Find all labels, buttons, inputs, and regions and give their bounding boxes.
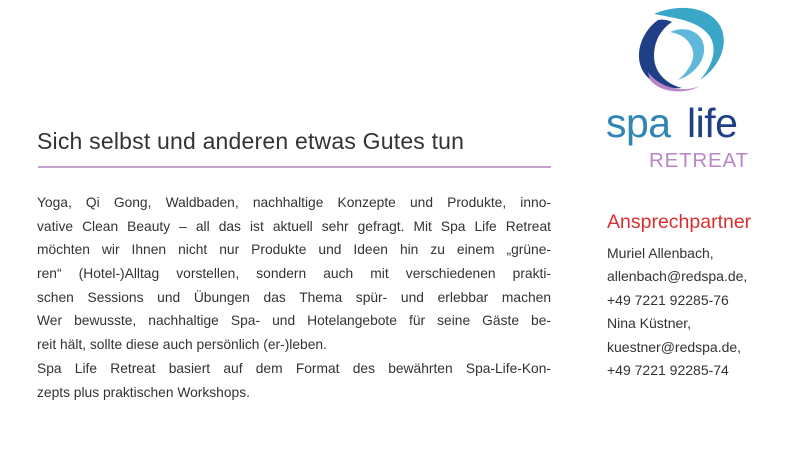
contact-title: Ansprechpartner (607, 211, 752, 233)
contact-phone[interactable]: +49 7221 92285-76 (607, 291, 729, 308)
body-line: Yoga, Qi Gong, Waldbaden, nachhaltige Konzepte und Produkte, inno- (37, 195, 551, 210)
body-line: möchten wir Ihnen nicht nur Produkte und Ideen hin zu einem „grüne- (37, 242, 551, 258)
body-paragraph (37, 191, 551, 404)
body-line: ren“ (Hotel-)Alltag vorstellen, sondern auch mit verschiedenen prakti- (37, 266, 551, 282)
contact-email-link[interactable]: allenbach@redspa.de, (607, 268, 748, 285)
contact-email-link[interactable]: kuestner@redspa.de, (607, 338, 742, 355)
spa-life-retreat-logo (596, 6, 764, 176)
heading-divider (38, 166, 551, 168)
contact-name: Nina Küstner, (607, 315, 692, 332)
swirl-logo-icon (596, 6, 764, 106)
contact-name: Muriel Allenbach, (607, 245, 714, 261)
body-line: reit hält, sollte diese auch persönlich (er-)leben. (37, 337, 327, 353)
body-line: zepts plus praktischen Workshops. (37, 384, 250, 400)
contact-block (607, 211, 751, 382)
logo-word-life: life (687, 100, 738, 146)
body-line: Wer bewusste, nachhaltige Spa- und Hotelangebote für seine Gäste be- (37, 313, 551, 329)
body-line: Spa Life Retreat basiert auf dem Format des bewährten Spa-Life-Kon- (37, 360, 551, 376)
logo-word-spa: spa (606, 100, 671, 146)
body-line: vative Clean Beauty – all das ist aktuell sehr gefragt. Mit Spa Life Retreat (37, 218, 551, 234)
contact-list (607, 242, 751, 382)
section-heading: Sich selbst und anderen etwas Gutes tun (37, 128, 465, 154)
logo-word-retreat: RETREAT (649, 149, 749, 172)
body-line: schen Sessions und Übungen das Thema spür- und erlebbar machen (37, 289, 551, 305)
contact-phone[interactable]: +49 7221 92285-74 (607, 362, 729, 379)
